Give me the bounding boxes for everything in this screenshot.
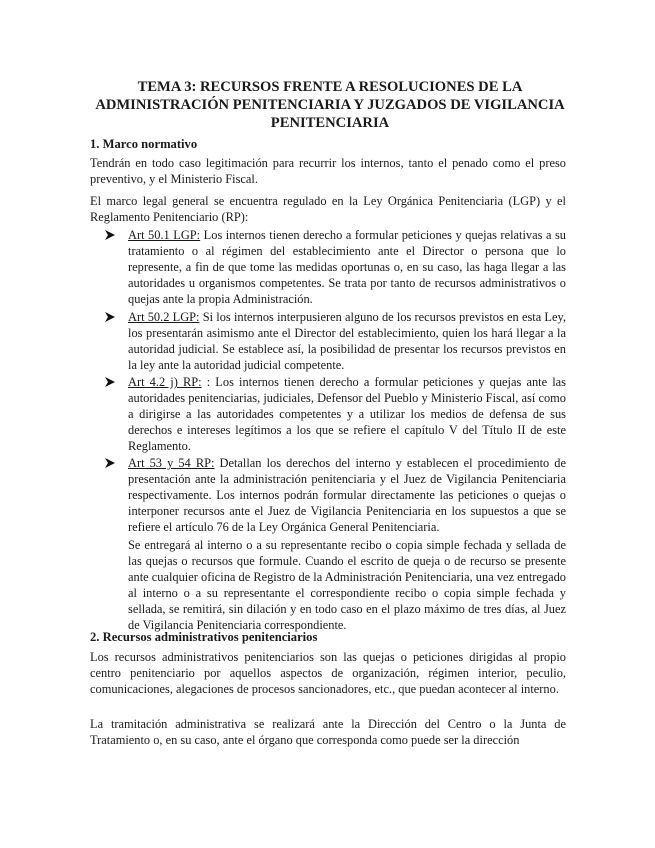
bullet-text: Detallan los derechos del interno y establecen el procedimiento de presentación ante la administración penitenciaria y el Juez de Vigilancia Penitenciaria respectivamente. Los internos podrán formular directamente las peticiones o quejas o interponer recursos ante el Juez de Vigilancia Penitenciaria en los supuestos a que se refiere el artículo 76 de la Ley Orgánica General Penitenciaria. [128, 456, 566, 534]
arrow-bullet-icon [105, 230, 115, 240]
section-heading-marco-normativo: 1. Marco normativo [90, 137, 198, 151]
arrow-bullet-icon [105, 458, 115, 468]
article-reference: Art 50.2 LGP: [128, 310, 200, 324]
article-reference: Art 53 y 54 RP: [128, 456, 215, 470]
arrow-bullet-icon [105, 312, 115, 322]
paragraph-recursos-definicion: Los recursos administrativos penitenciarios son las quejas o peticiones dirigidas al propio centro penitenciario por aquellos aspectos de organización, régimen interior, peculio, comunicaciones, alegaciones de procesos sancionadores, etc., que puedan acontecer al interno. [90, 650, 566, 696]
document-title: TEMA 3: RECURSOS FRENTE A RESOLUCIONES DE LA ADMINISTRACIÓN PENITENCIARIA Y JUZGADOS DE VIGILANCIA PENITENCIARIA [95, 79, 565, 131]
bullet-text: : Los internos tienen derecho a formular peticiones y quejas ante las autoridades penitenciarias, judiciales, Defensor del Pueblo y Ministerio Fiscal, así como a dirigirse a las autoridades competentes y a utilizar los medios de defensa de sus derechos e intereses legítimos a los que se refiere el capítulo V del Título II de este Reglamento. [128, 375, 566, 453]
paragraph-tramitacion: La tramitación administrativa se realizará ante la Dirección del Centro o la Junta de Tratamiento o, en su caso, ante el órgano que corresponda como puede ser la dirección [90, 717, 566, 747]
paragraph-legitimacion: Tendrán en todo caso legitimación para recurrir los internos, tanto el penado como el preso preventivo, y el Ministerio Fiscal. [90, 156, 566, 186]
bullet-art-53-54-rp [105, 455, 566, 535]
paragraph-entrega-recibo: Se entregará al interno o a su representante recibo o copia simple fechada y sellada de las quejas o recursos que formule. Cuando el escrito de queja o de recurso se presente ante cualquier oficina de Registro de la Administración Penitenciaria, una vez entregado al interno o a su representante el correspondiente recibo o copia simple fechada y sellada, se remitirá, sin dilación y en todo caso en el plazo máximo de tres días, al Juez de Vigilancia Penitenciaria correspondiente. [128, 538, 566, 632]
bullet-text: Los internos tienen derecho a formular peticiones y quejas relativas a su tratamiento o al régimen del establecimiento ante el Director o persona que lo represente, a fin de que tome las medidas oportunas o, en su caso, las haga llegar a las autoridades u organismos competentes. Se trata por tanto de recursos administrativos o quejas ante la propia Administración. [128, 228, 566, 306]
bullet-art-50-1-lgp [105, 227, 566, 307]
article-reference: Art 50.1 LGP: [128, 228, 201, 242]
bullet-art-4-2-j-rp [105, 374, 566, 454]
article-reference: Art 4.2 j) RP: [128, 375, 202, 389]
section-heading-recursos-administrativos: 2. Recursos administrativos penitenciarios [90, 630, 318, 644]
arrow-bullet-icon [105, 377, 115, 387]
bullet-art-50-2-lgp [105, 309, 566, 373]
bullet-text: Si los internos interpusieren alguno de los recursos previstos en esta Ley, los presentarán asimismo ante el Director del establecimiento, quien los hará llegar a la autoridad judicial. Se establece así, la posibilidad de presentar los recursos previstos en la ley ante la autoridad judicial competente. [128, 310, 566, 372]
paragraph-marco-legal: El marco legal general se encuentra regulado en la Ley Orgánica Penitenciaria (LGP) y el Reglamento Penitenciario (RP): [90, 194, 566, 224]
